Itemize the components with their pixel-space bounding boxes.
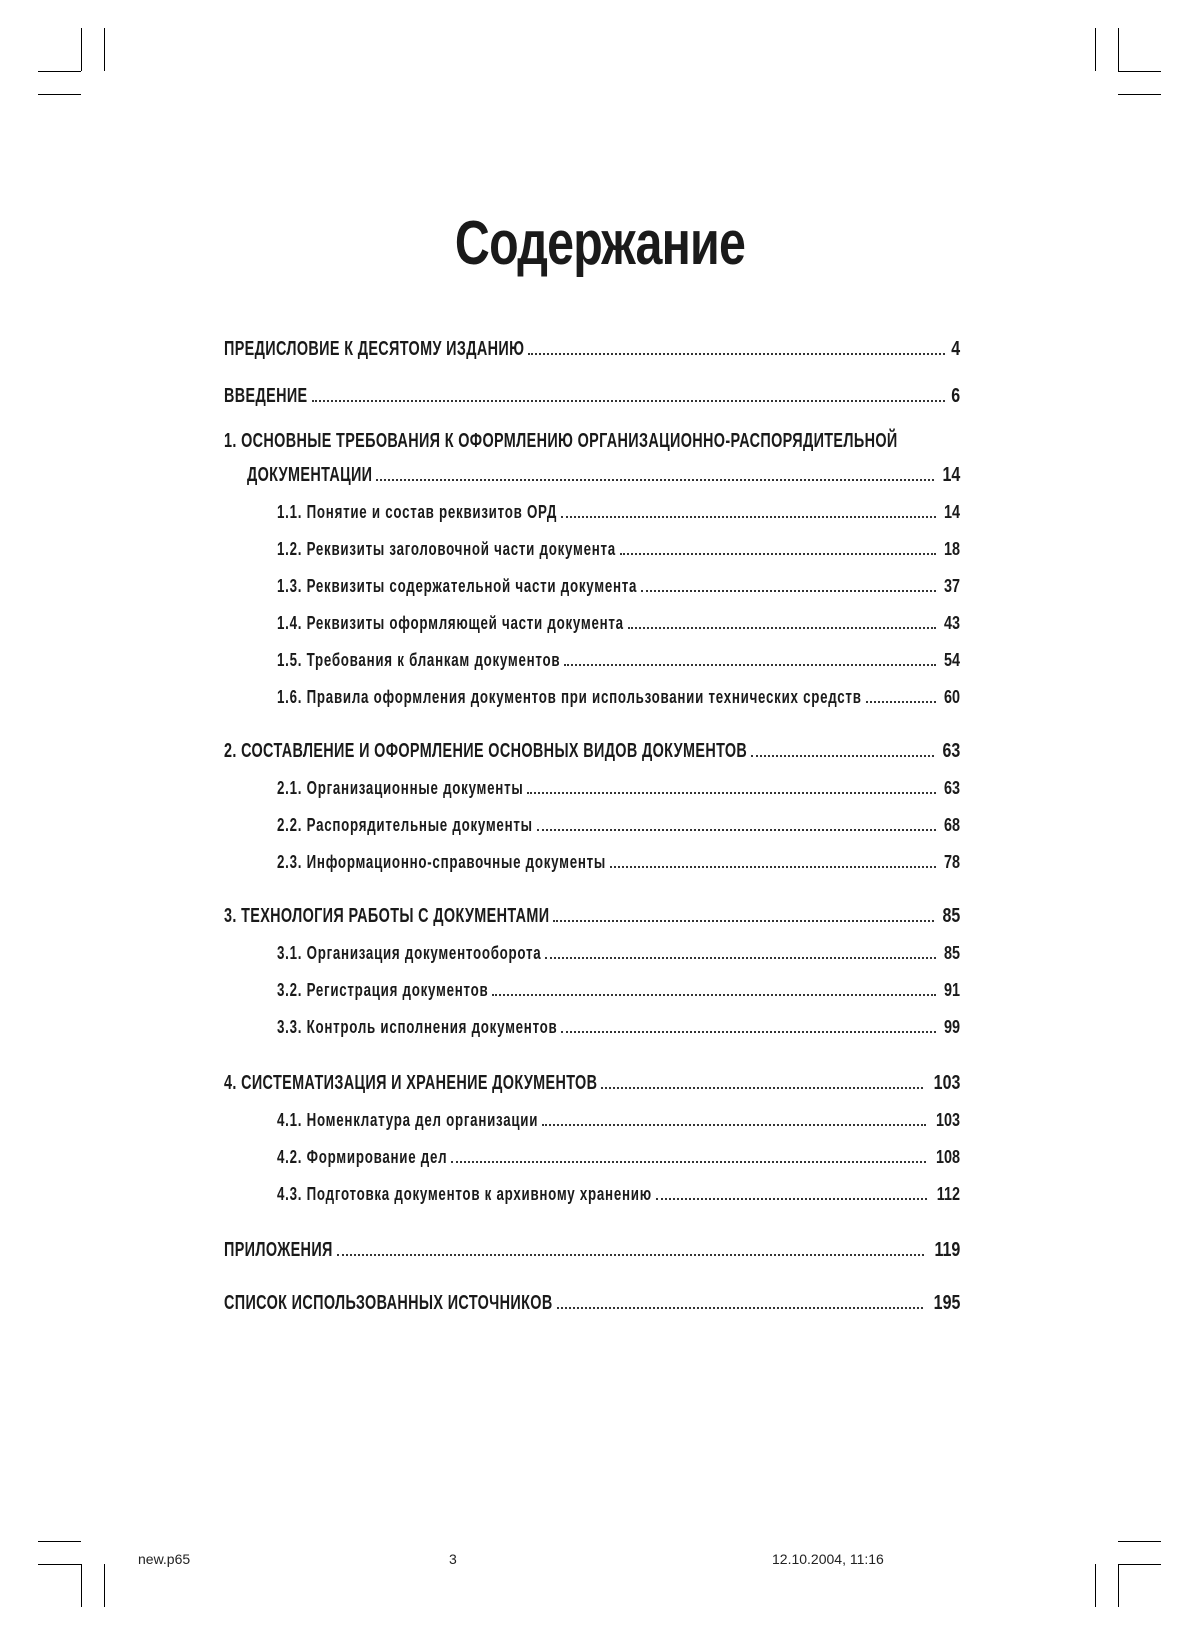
toc-section-3-1[interactable] [277,943,960,964]
footer-datetime: 12.10.2004, 11:16 [772,1551,884,1567]
toc-entry-label: 4. СИСТЕМАТИЗАЦИЯ И ХРАНЕНИЕ ДОКУМЕНТОВ [224,1072,598,1094]
toc-leader-dots [628,626,936,629]
toc-section-1-3[interactable] [277,576,960,597]
toc-entry-label: ПРИЛОЖЕНИЯ [224,1239,333,1261]
toc-page-number: 108 [935,1147,960,1167]
toc-page-number: 18 [943,539,960,559]
toc-page-number: 60 [943,687,960,707]
toc-section-4-1[interactable] [277,1110,960,1131]
toc-page-number: 43 [943,613,960,633]
toc-leader-dots [451,1160,926,1163]
toc-leader-dots [312,399,945,402]
toc-entry-label: 3.2. Регистрация документов [277,980,489,1000]
toc-entry-label: ДОКУМЕНТАЦИИ [247,464,373,486]
toc-leader-dots [537,828,936,831]
footer-filename: new.p65 [138,1551,191,1567]
toc-page-number: 91 [943,980,960,1000]
toc-entry-label: 4.2. Формирование дел [277,1147,448,1167]
toc-entry-label: СПИСОК ИСПОЛЬЗОВАННЫХ ИСТОЧНИКОВ [224,1292,553,1314]
toc-leader-dots [528,352,945,355]
toc-entry-label: 3.3. Контроль исполнения документов [277,1017,558,1037]
toc-page-number: 54 [943,650,960,670]
toc-page-number: 14 [942,464,960,486]
toc-section-4-2[interactable] [277,1147,960,1168]
toc-entry-label: ВВЕДЕНИЕ [224,385,308,407]
toc-leader-dots [557,1306,923,1309]
toc-entry-label: 2.3. Информационно-справочные документы [277,852,607,872]
toc-page-number: 63 [942,740,960,762]
toc-leader-dots [561,515,936,518]
toc-leader-dots [751,754,934,757]
toc-leader-dots [527,791,936,794]
toc-entry-label: 2.2. Распорядительные документы [277,815,533,835]
toc-leader-dots [553,919,933,922]
toc-page-number: 14 [943,502,960,522]
toc-page-number: 103 [933,1072,960,1094]
toc-section-1-2[interactable] [277,539,960,560]
toc-page-number: 37 [943,576,960,596]
toc-page-number: 99 [943,1017,960,1037]
toc-page-number: 4 [951,338,960,360]
toc-section-2-1[interactable] [277,778,960,799]
toc-entry-label: 1.4. Реквизиты оформляющей части документа [277,613,624,633]
toc-entry-intro[interactable] [224,385,960,408]
toc-leader-dots [337,1253,924,1256]
toc-page-number: 63 [943,778,960,798]
toc-page-number: 112 [936,1184,960,1204]
toc-section-1-6[interactable] [277,687,960,708]
toc-chapter-2[interactable] [224,740,960,763]
toc-leader-dots [601,1086,922,1089]
toc-leader-dots [492,993,936,996]
toc-section-3-3[interactable] [277,1017,960,1038]
toc-leader-dots [564,663,936,666]
toc-section-1-1[interactable] [277,502,960,523]
toc-chapter-4[interactable] [224,1072,960,1095]
toc-entry-label: 4.1. Номенклатура дел организации [277,1110,539,1130]
toc-entry-appendix[interactable] [224,1239,960,1262]
toc-leader-dots [610,865,936,868]
toc-section-4-3[interactable] [277,1184,960,1205]
toc-page-number: 85 [943,943,960,963]
toc-section-2-3[interactable] [277,852,960,873]
toc-leader-dots [545,956,936,959]
toc-chapter-1-line1[interactable]: 1. ОСНОВНЫЕ ТРЕБОВАНИЯ К ОФОРМЛЕНИЮ ОРГАНИЗАЦИОННО-РАСПОРЯДИТЕЛЬНОЙ [224,430,898,452]
toc-page-number: 119 [934,1239,960,1261]
toc-leader-dots [620,552,936,555]
toc-page-number: 103 [935,1110,960,1130]
toc-entry-label: 1.2. Реквизиты заголовочной части документа [277,539,616,559]
toc-entry-label: 4.3. Подготовка документов к архивному хранению [277,1184,652,1204]
toc-page-number: 85 [942,905,960,927]
toc-entry-label: ПРЕДИСЛОВИЕ К ДЕСЯТОМУ ИЗДАНИЮ [224,338,525,360]
toc-entry-sources[interactable] [224,1292,960,1315]
toc-entry-label: 2.1. Организационные документы [277,778,524,798]
toc-leader-dots [542,1123,926,1126]
toc-entry-label: 3. ТЕХНОЛОГИЯ РАБОТЫ С ДОКУМЕНТАМИ [224,905,550,927]
toc-entry-label: 1.3. Реквизиты содержательной части документа [277,576,638,596]
toc-page-number: 78 [943,852,960,872]
footer-page-number: 3 [449,1551,457,1567]
toc-page-number: 195 [933,1292,960,1314]
toc-entry-label: 1.6. Правила оформления документов при использовании технических средств [277,687,862,707]
toc-leader-dots [866,700,936,703]
toc-section-2-2[interactable] [277,815,960,836]
toc-leader-dots [656,1197,927,1200]
toc-leader-dots [561,1030,935,1033]
toc-entry-label: 1.1. Понятие и состав реквизитов ОРД [277,502,558,522]
toc-section-1-4[interactable] [277,613,960,634]
toc-chapter-3[interactable] [224,905,960,928]
toc-section-1-5[interactable] [277,650,960,671]
toc-entry-label: 1.5. Требования к бланкам документов [277,650,561,670]
toc-leader-dots [376,478,933,481]
toc-section-3-2[interactable] [277,980,960,1001]
toc-entry-label: 3.1. Организация документооборота [277,943,542,963]
toc-entry-preface[interactable] [224,338,960,361]
toc-entry-label: 2. СОСТАВЛЕНИЕ И ОФОРМЛЕНИЕ ОСНОВНЫХ ВИДОВ ДОКУМЕНТОВ [224,740,748,762]
toc-chapter-1[interactable] [247,464,960,487]
toc-leader-dots [641,589,936,592]
toc-page-number: 68 [943,815,960,835]
toc-page-number: 6 [951,385,960,407]
page-title: Содержание [454,209,746,278]
